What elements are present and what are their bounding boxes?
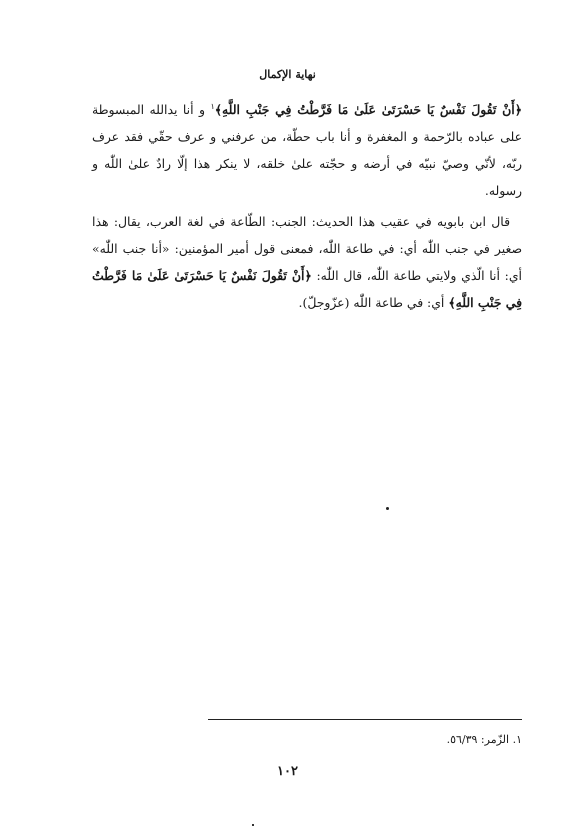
running-title: نهاية الإكمال	[259, 68, 316, 81]
quran-verse: ﴿أَنْ تَقُولَ نَفْسٌ يَا حَسْرَتَىٰ عَلَىٰ مَا فَرَّطْتُ فِي جَنْبِ اللَّهِ﴾	[214, 102, 522, 117]
footnote-marker[interactable]: ١	[210, 101, 215, 111]
paragraph-2	[92, 208, 522, 316]
scan-speck	[252, 824, 254, 826]
paragraph-text: و أنا يدالله المبسوطة على عباده بالرّحمة و المغفرة و أنا باب حطّة، من عرفني و عرف حقّي فقد عرف ربّه، لأنّي وصيّ نبيّه في أرضه و حجّته علىٰ خلقه، لا ينكر هذا إلّا رادٌ علىٰ اللّٰه و رسوله.	[92, 102, 522, 198]
footnote-1: ١. الزّمر: ٥٦/٣٩.	[446, 733, 522, 746]
main-text	[92, 96, 522, 316]
page-number: ١٠٢	[277, 764, 298, 779]
quran-verse: ﴿أَنْ تَقُولَ نَفْسٌ يَا حَسْرَتَىٰ عَلَىٰ مَا فَرَّطْتُ فِي جَنْبِ اللَّهِ﴾	[92, 268, 522, 310]
footnote-divider	[208, 719, 522, 720]
paragraph-text: أي: في طاعة اللّٰه (عزّوجلّ).	[298, 295, 445, 310]
ink-dot	[386, 507, 389, 510]
paragraph-text: قال ابن بابويه في عقيب هذا الحديث: الجنب: الطّاعة في لغة العرب، يقال: هذا صغير في جنب اللّٰه أي: في طاعة اللّٰه، فمعنى قول أمير المؤمنين: «أنا جنب اللّٰه» أي: أنا الّذي ولايتي طاعة اللّٰه، قال اللّٰه:	[92, 214, 522, 283]
paragraph-1	[92, 96, 522, 204]
